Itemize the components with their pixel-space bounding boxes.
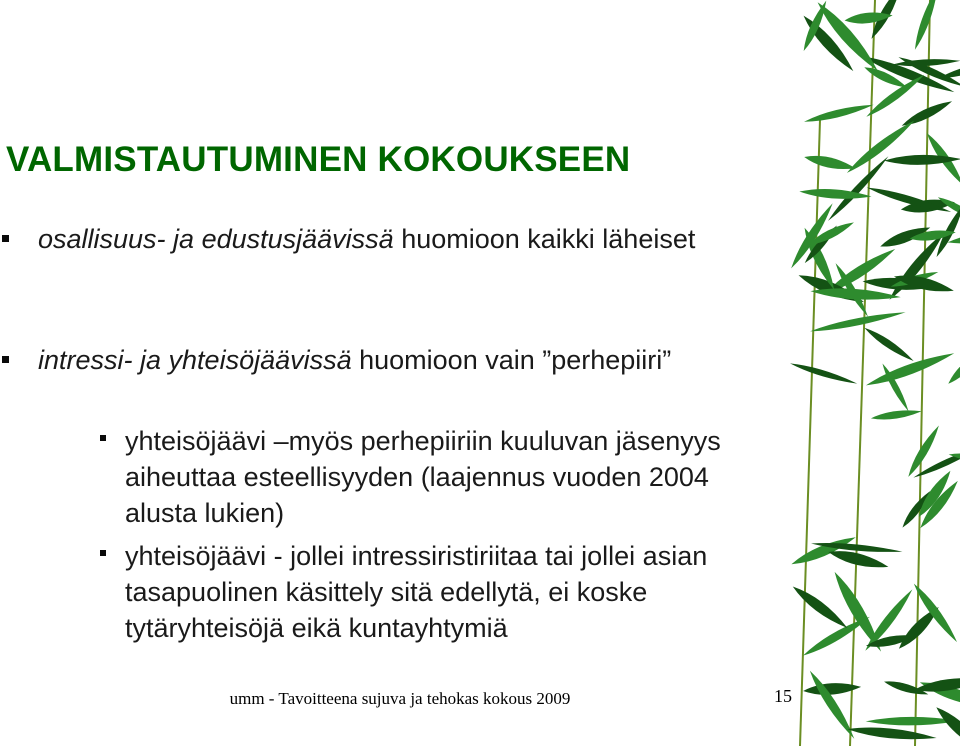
bamboo-leaf xyxy=(862,325,915,364)
bullet-italic-text: osallisuus- ja edustusjäävissä xyxy=(38,224,394,254)
bamboo-leaf xyxy=(864,349,956,391)
subbullet-text: yhteisöjäävi –myös perhepiiriin kuuluvan jäsenyys aiheuttaa esteellisyyden (laajennus vuoden 2004 alusta lukien) xyxy=(125,426,721,528)
bamboo-leaf xyxy=(847,724,937,742)
bullet-plain-text: huomioon kaikki läheiset xyxy=(393,224,696,254)
bamboo-leaf xyxy=(905,423,943,478)
subbullet-text: yhteisöjäävi - jollei intressiristiriitaa tai jollei asian tasapuolinen käsittely sitä edellytä, ei koske tytäryhteisöjä eikä kuntayhtymiä xyxy=(125,541,708,643)
bullet-plain-text: huomioon vain ”perhepiiri” xyxy=(351,345,672,375)
bullet-italic-text: intressi- ja yhteisöjäävissä xyxy=(38,345,352,375)
bullet-text xyxy=(38,343,760,378)
bullet-item-1 xyxy=(0,222,760,257)
slide-title: VALMISTAUTUMINEN KOKOUKSEEN xyxy=(6,140,631,179)
bamboo-leaf xyxy=(844,117,917,176)
slide-footer: umm - Tavoitteena sujuva ja tehokas kokous 2009 xyxy=(229,689,571,708)
bamboo-leaf xyxy=(803,101,874,125)
bamboo-leaf xyxy=(789,361,858,387)
page-number: 15 xyxy=(774,686,792,706)
bamboo-leaf xyxy=(870,408,922,422)
bamboo-leaf xyxy=(809,309,906,335)
square-bullet-icon xyxy=(100,435,106,441)
bullet-item-2 xyxy=(0,343,760,378)
bamboo-leaves-image xyxy=(780,0,960,746)
bamboo-leaf xyxy=(803,152,856,173)
square-bullet-icon xyxy=(2,356,9,363)
square-bullet-icon xyxy=(2,235,9,242)
subbullet-item-2 xyxy=(100,538,780,646)
bullet-text xyxy=(38,222,760,257)
bamboo-leaf xyxy=(911,0,941,51)
subbullet-item-1 xyxy=(100,423,780,531)
bamboo-leaf xyxy=(932,703,960,746)
bamboo-leaf xyxy=(806,668,858,741)
bamboo-leaf xyxy=(789,532,857,569)
square-bullet-icon xyxy=(100,550,106,556)
bamboo-leaf-group xyxy=(788,0,960,746)
